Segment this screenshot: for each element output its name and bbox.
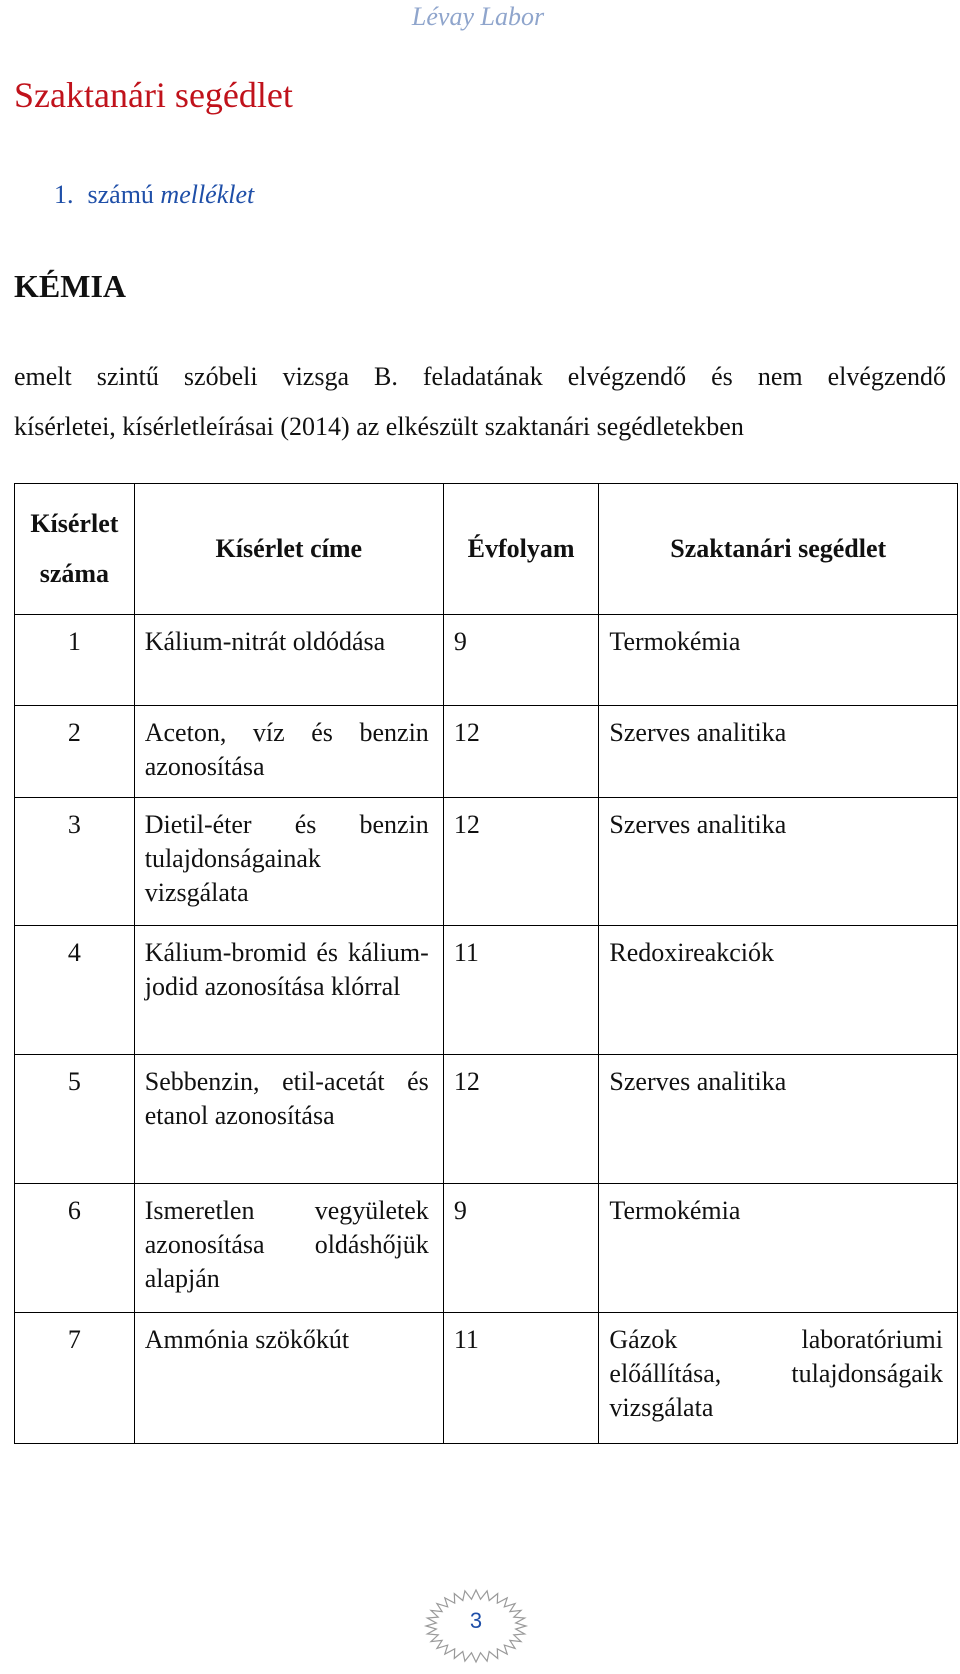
annex-word: számú bbox=[87, 180, 154, 209]
row-title: Ismeretlen vegyületek azonosítása oldáshőjük alapján bbox=[144, 1196, 429, 1293]
subject-heading: KÉMIA bbox=[14, 268, 126, 304]
table-row bbox=[15, 926, 958, 1055]
row-grade: 12 bbox=[453, 1067, 480, 1096]
row-number: 2 bbox=[67, 718, 81, 747]
row-title: Aceton, víz és benzin azonosítása bbox=[144, 718, 429, 781]
row-grade: 11 bbox=[453, 938, 479, 967]
row-title: Ammónia szökőkút bbox=[144, 1325, 350, 1354]
row-number: 4 bbox=[67, 938, 81, 967]
row-number: 6 bbox=[67, 1196, 81, 1225]
row-number: 7 bbox=[67, 1325, 81, 1354]
row-title: Sebbenzin, etil-acetát és etanol azonosítása bbox=[144, 1067, 429, 1130]
row-aid: Szerves analitika bbox=[609, 1067, 787, 1096]
row-number: 5 bbox=[67, 1067, 81, 1096]
header-number-line2: száma bbox=[39, 559, 110, 588]
row-aid: Termokémia bbox=[609, 627, 741, 656]
intro-line-1: emelt szintű szóbeli vizsga B. feladatának elvégzendő és nem elvégzendő bbox=[14, 362, 946, 391]
header-grade: Évfolyam bbox=[443, 484, 599, 615]
table-row bbox=[15, 1313, 958, 1444]
row-grade: 9 bbox=[453, 627, 467, 656]
row-title: Dietil-éter és benzin tulajdonságainak vizsgálata bbox=[144, 810, 429, 907]
annex-italic: melléklet bbox=[160, 180, 255, 209]
page-number: 3 bbox=[469, 1608, 483, 1633]
page-header bbox=[0, 2, 960, 32]
table-header-row bbox=[15, 484, 958, 615]
table-row bbox=[15, 1184, 958, 1313]
table-row bbox=[15, 615, 958, 706]
row-number: 3 bbox=[67, 810, 81, 839]
table-row bbox=[15, 798, 958, 926]
row-grade: 11 bbox=[453, 1325, 479, 1354]
header-aid: Szaktanári segédlet bbox=[599, 484, 958, 615]
header-number-line1: Kísérlet bbox=[30, 509, 119, 538]
annex-number: 1. bbox=[54, 180, 74, 209]
experiments-table bbox=[14, 483, 958, 1444]
row-aid: Szerves analitika bbox=[609, 718, 787, 747]
table-row bbox=[15, 706, 958, 798]
annex-label bbox=[54, 180, 254, 210]
row-grade: 12 bbox=[453, 810, 480, 839]
row-grade: 12 bbox=[453, 718, 480, 747]
row-number: 1 bbox=[67, 627, 81, 656]
header-number bbox=[15, 484, 135, 615]
header-title: Kísérlet címe bbox=[134, 484, 443, 615]
row-aid: Termokémia bbox=[609, 1196, 741, 1225]
row-aid: Gázok laboratóriumi előállítása, tulajdonságaik vizsgálata bbox=[609, 1325, 943, 1422]
row-aid: Redoxireakciók bbox=[609, 938, 775, 967]
page-number-badge bbox=[421, 1586, 531, 1666]
intro-line-2: kísérletei, kísérletleírásai (2014) az elkészült szaktanári segédletekben bbox=[14, 412, 744, 441]
header-text: Lévay Labor bbox=[411, 2, 545, 31]
row-grade: 9 bbox=[453, 1196, 467, 1225]
intro-paragraph bbox=[14, 352, 946, 452]
row-title: Kálium-nitrát oldódása bbox=[144, 627, 386, 656]
row-title: Kálium-bromid és kálium-jodid azonosítása klórral bbox=[144, 938, 429, 1001]
page-title: Szaktanári segédlet bbox=[14, 75, 293, 115]
row-aid: Szerves analitika bbox=[609, 810, 787, 839]
table-row bbox=[15, 1055, 958, 1184]
